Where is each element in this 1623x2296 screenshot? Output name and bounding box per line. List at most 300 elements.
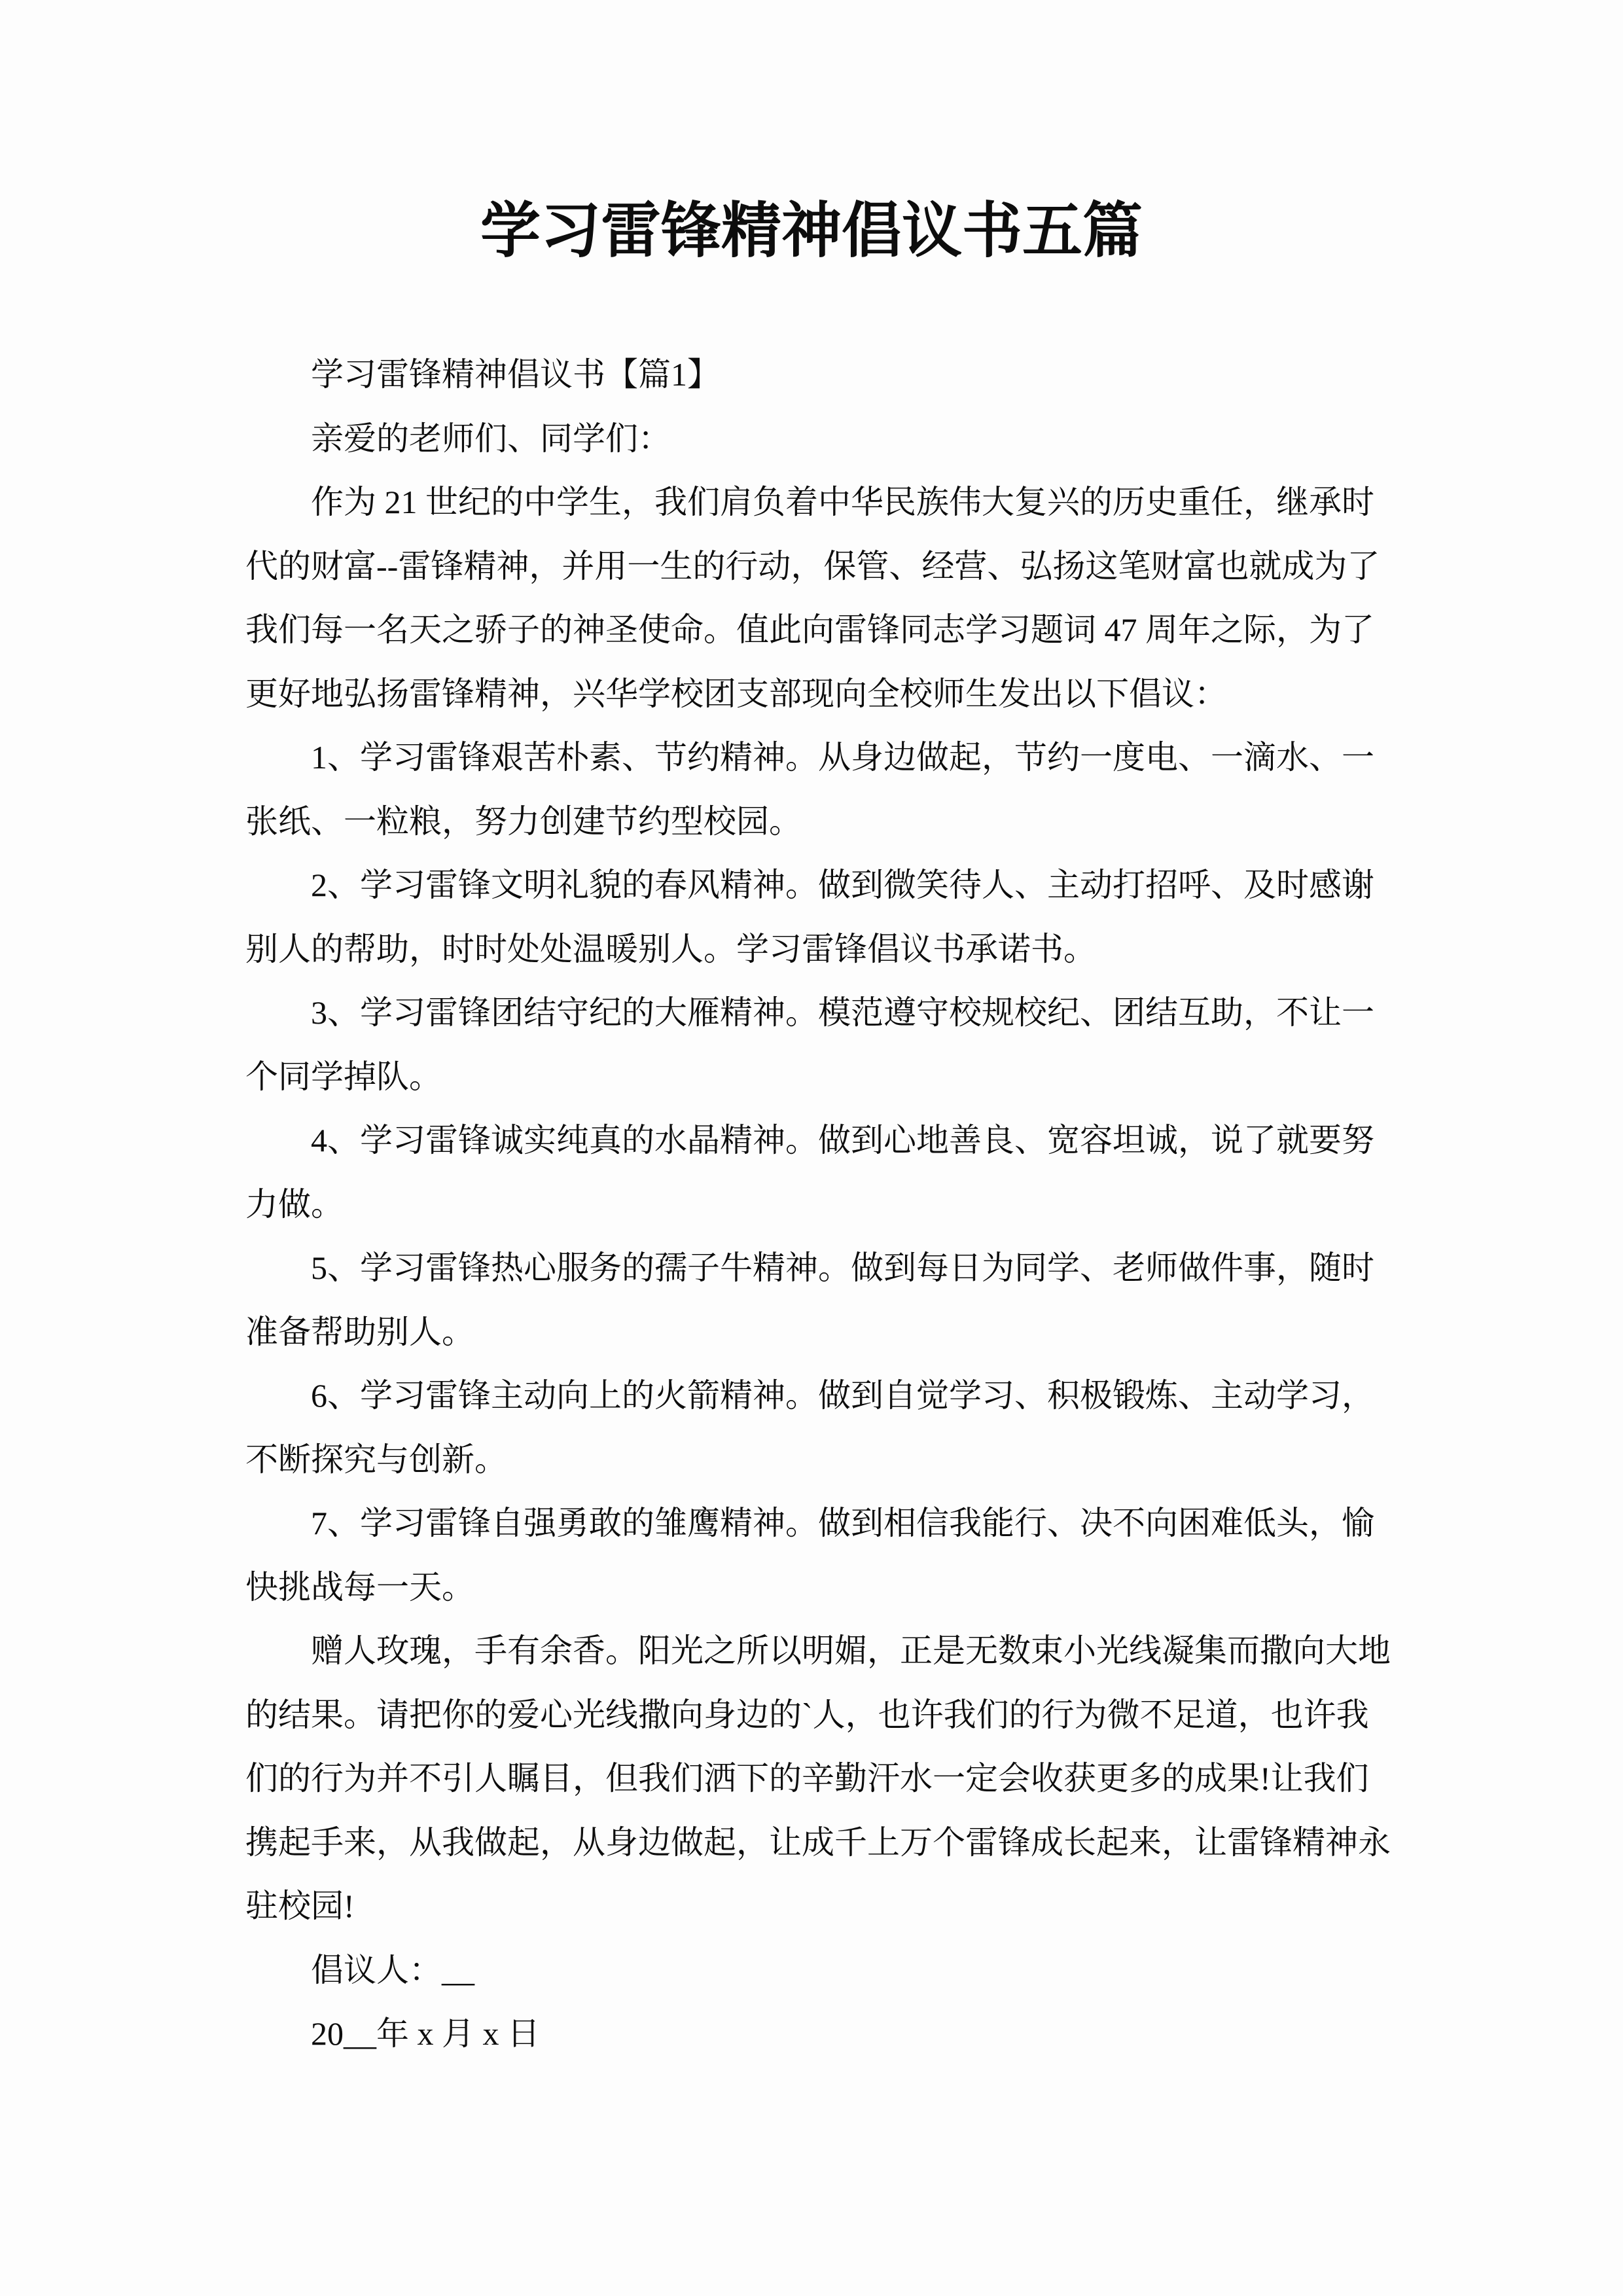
cjk-char: 锋 [431,547,464,584]
cjk-char: 老 [1113,1249,1145,1286]
cjk-char: 张 [245,802,278,840]
cjk-char: 着 [785,484,818,520]
cjk-char: 撒 [1260,1632,1293,1669]
cjk-char: 目 [540,1760,573,1797]
cjk-char: 火 [654,1377,687,1414]
cjk-char: 财 [311,547,344,584]
cjk-char: 锋 [442,675,474,712]
cjk-char: 无 [965,1632,998,1669]
cjk-char: 学 [360,1122,393,1158]
cjk-char: 锋 [661,198,722,264]
cjk-char: 爱 [344,420,376,457]
cjk-char: 。 [785,1122,818,1158]
cjk-char: 议 [900,930,933,967]
cjk-char: 爱 [507,1696,540,1733]
cjk-char: 。 [785,739,818,776]
cjk-char: ， [1243,484,1276,520]
cjk-char: 成 [1281,547,1315,584]
cjk-char: 身 [605,1823,638,1861]
cjk-char: 撒 [638,1696,671,1733]
cjk-char: 光 [671,1632,704,1669]
cjk-char: 做 [1178,1249,1211,1286]
cjk-char: 件 [1211,1249,1243,1286]
cjk-char: 习 [769,930,802,967]
text-line [245,1300,1378,1365]
cjk-char: 了 [1243,1122,1276,1158]
cjk-char: 上 [867,1823,900,1861]
cjk-char: 学 [949,1377,982,1414]
cjk-char: 、 [311,802,344,840]
text-line: 们的行为并不引人瞩目，但我们洒下的辛勤汗水一定会收获更多的成果!让我们 [245,1747,1378,1811]
cjk-char: 校 [949,994,982,1031]
cjk-char: 结 [1145,994,1178,1031]
cjk-char: 笑 [916,867,949,903]
cjk-char: 时 [1276,867,1309,903]
cjk-char: 诚 [491,1122,524,1158]
cjk-char: ， [442,1632,474,1669]
cjk-char: 校 [704,802,736,840]
cjk-char: 规 [982,994,1014,1031]
cjk-char: 以 [1063,675,1096,712]
cjk-char: 束 [1031,1632,1063,1669]
cjk-char: 事 [1243,1249,1276,1286]
cjk-char: 习 [393,1122,425,1158]
document-body [245,343,1391,2066]
cjk-char: 为 [344,484,376,520]
cjk-char: 。 [785,867,818,903]
cjk-char: 管 [856,547,889,584]
cjk-char: 许 [910,1696,944,1733]
cjk-char: 们 [474,420,507,457]
cjk-char: 努 [474,802,507,840]
paragraph [245,1492,1378,1619]
cjk-char: 同 [1014,1249,1047,1286]
cjk-char: 作 [311,484,344,520]
cjk-char: 及 [1243,867,1276,903]
cjk-char: 的 [245,1696,278,1733]
cjk-char: 光 [573,1696,605,1733]
cjk-char: 团 [491,994,524,1031]
cjk-char: 倡 [842,198,902,264]
cjk-char: 圣 [605,611,638,648]
text-line [245,1045,1378,1109]
cjk-char: 做 [278,1185,311,1223]
cjk-char: 长 [1063,1823,1096,1861]
cjk-char: 的 [376,420,409,457]
cjk-char: 与 [376,1441,409,1478]
cjk-char: 线 [1129,1632,1162,1669]
cjk-char: 天 [409,611,442,648]
cjk-char: 校 [900,675,933,712]
cjk-char: 之 [442,611,474,648]
cjk-char: 粒 [376,802,409,840]
cjk-char: 我 [654,484,687,520]
cjk-char: 挑 [278,1568,311,1605]
cjk-char: 支 [736,675,769,712]
cjk-char: 们 [687,484,720,520]
cjk-char: 度 [1113,739,1145,776]
cjk-char: 但 [605,1760,638,1797]
cjk-char: 许 [1303,1696,1336,1733]
cjk-char: 、 [327,1377,360,1414]
cjk-char: 习 [982,1377,1014,1414]
cjk-char: 园 [311,1888,344,1924]
cjk-char: 温 [573,930,605,967]
cjk-char: 、 [327,867,360,903]
cjk-char: 不 [409,1760,442,1797]
cjk-char: 锋 [458,739,491,776]
cjk-char: 更 [245,675,278,712]
cjk-char: 良 [982,1122,1014,1158]
cjk-char: 锋 [867,611,900,648]
cjk-char: ， [409,930,442,967]
cjk-char: 神 [785,1249,818,1286]
cjk-char: 、 [327,739,360,776]
cjk-char: 神 [781,198,842,264]
cjk-char: 雷 [425,1249,458,1286]
cjk-char: 篇 [1082,198,1143,264]
cjk-char: 、 [1080,1249,1113,1286]
cjk-char: 身 [704,1696,736,1733]
cjk-char: 结 [278,1696,311,1733]
cjk-char: 数 [998,1632,1031,1669]
cjk-char: 媚 [834,1632,867,1669]
cjk-char: 起 [507,1823,540,1861]
text-line [245,662,1378,726]
cjk-char: 雷 [1227,1823,1260,1861]
cjk-char: 节 [654,739,687,776]
cjk-char: 到 [851,867,883,903]
cjk-char: 。 [818,1249,851,1286]
cjk-char: 打 [1113,867,1145,903]
cjk-char: 做 [818,1377,851,1414]
cjk-char: 头 [1276,1505,1309,1541]
cjk-char: ， [1162,1823,1194,1861]
cjk-char: 是 [933,1632,965,1669]
cjk-char: 心 [540,1696,573,1733]
cjk-char: 风 [687,867,720,903]
cjk-char: 相 [883,1505,916,1541]
cjk-char: 做 [916,739,949,776]
cjk-char: 起 [949,739,982,776]
cjk-char: 快 [245,1568,278,1605]
cjk-char: 神 [1325,1823,1358,1861]
cjk-char: 雷 [425,739,458,776]
cjk-char: 习 [998,611,1031,648]
cjk-char: 雏 [654,1505,687,1541]
cjk-char: 、 [1178,1377,1211,1414]
cjk-char: 起 [704,1823,736,1861]
cjk-char: 处 [540,930,573,967]
cjk-char: 每 [916,1249,949,1286]
cjk-char: 一 [344,611,376,648]
cjk-char: 坦 [1113,1122,1145,1158]
cjk-char: 、 [1211,867,1243,903]
cjk-char: 万 [900,1823,933,1861]
cjk-char: 待 [949,867,982,903]
cjk-char: 孺 [654,1249,687,1286]
cjk-char: 向 [1145,1505,1178,1541]
text-line: 3、学习雷锋团结守纪的大雁精神。模范遵守校规校纪、团结互助，不让一 [245,981,1378,1045]
cjk-char: 中 [524,484,556,520]
cjk-char: 向 [834,675,867,712]
cjk-char: ： [1194,675,1227,712]
cjk-char: 建 [573,802,605,840]
cjk-char: 让 [769,1823,802,1861]
cjk-char: 我 [638,1760,671,1797]
cjk-char: ， [540,1823,573,1861]
text-line: 我们每一名天之骄子的神圣使命。值此向雷锋同志学习题词 47 周年之际，为了 [245,598,1378,662]
cjk-char: 真 [589,1122,622,1158]
cjk-char: 精 [463,547,497,584]
cjk-char: 习 [1309,1377,1342,1414]
cjk-char: 手 [311,1823,344,1861]
cjk-char: 为 [1074,1696,1107,1733]
cjk-char: 行 [311,1760,344,1797]
cjk-char: 雷 [376,356,409,393]
cjk-char: 也 [1270,1696,1304,1733]
cjk-char: 兴 [1047,484,1080,520]
cjk-char: 出 [1031,675,1063,712]
cjk-char: 别 [376,1313,409,1350]
cjk-char: 身 [851,739,883,776]
cjk-char: 结 [524,994,556,1031]
cjk-char: 阳 [638,1632,671,1669]
cjk-char: 亲 [311,420,344,457]
cjk-char: 做 [818,1122,851,1158]
cjk-char: 、 [987,547,1020,584]
cjk-char: 同 [900,611,933,648]
cjk-char: 的 [622,867,654,903]
cjk-char: 为 [982,1249,1014,1286]
cjk-char: ： [409,1951,442,1988]
cjk-char: 成 [1194,1760,1227,1797]
cjk-char: 学 [736,930,769,967]
cjk-char: 收 [1031,1760,1063,1797]
cjk-char: 五 [1022,198,1083,264]
cjk-char: 来 [1129,1823,1162,1861]
cjk-char: 一 [376,1568,409,1605]
cjk-char: 洒 [704,1760,736,1797]
cjk-char: 我 [1336,1696,1369,1733]
cjk-char: ， [1309,1505,1342,1541]
cjk-char: 。 [474,1441,507,1478]
cjk-char: 动 [1243,1377,1276,1414]
cjk-char: 精 [474,675,507,712]
cjk-char: 华 [851,484,883,520]
cjk-char: 晶 [687,1122,720,1158]
cjk-char: 艰 [491,739,524,776]
cjk-char: 倡 [1129,675,1162,712]
cjk-char: 精 [720,739,753,776]
cjk-char: 要 [1309,1122,1342,1158]
cjk-char: 老 [409,420,442,457]
cjk-char: 了 [1347,547,1380,584]
cjk-char: 志 [933,611,965,648]
cjk-char: 向 [802,611,834,648]
cjk-char: 精 [720,994,753,1031]
paragraph [245,2002,1378,2066]
cjk-char: 说 [1211,1122,1243,1158]
text-line: 倡议人：__ [245,1939,1378,2003]
cjk-char: ， [791,547,824,584]
cjk-char: 正 [900,1632,933,1669]
cjk-char: 历 [1113,484,1145,520]
text-line: 6、学习雷锋主动向上的火箭精神。做到自觉学习、积极锻炼、主动学习， [245,1364,1378,1428]
cjk-char: 年 [376,2015,409,2052]
cjk-char: ， [982,739,1014,776]
cjk-char: 行 [1041,1696,1075,1733]
text-line: 学习雷锋精神倡议书【篇1】 [245,343,1378,407]
cjk-char: 学 [360,1505,393,1541]
cjk-char: 线 [605,1696,638,1733]
cjk-char: 做 [474,1823,507,1861]
cjk-char: 创 [540,802,573,840]
cjk-char: 任 [1211,484,1243,520]
cjk-char: 新 [442,1441,474,1478]
cjk-char: ， [529,547,562,584]
cjk-char: 重 [1178,484,1211,520]
cjk-char: 信 [916,1505,949,1541]
cjk-char: 精 [720,1122,753,1158]
cjk-char: 素 [589,739,622,776]
cjk-char: 节 [1014,739,1047,776]
cjk-char: 微 [883,867,916,903]
cjk-char: 人 [376,1951,409,1988]
cjk-char: 复 [1014,484,1047,520]
cjk-char: 人 [344,1632,376,1669]
cjk-char: 就 [1249,547,1282,584]
cjk-char: 下 [1096,675,1129,712]
cjk-char: 纯 [556,1122,589,1158]
paragraph [245,471,1378,726]
cjk-char: 。 [785,1377,818,1414]
cjk-char: ， [376,1823,409,1861]
cjk-char: 营 [954,547,988,584]
cjk-char: 谢 [1342,867,1374,903]
cjk-char: 行 [725,547,758,584]
cjk-char: 学 [360,867,393,903]
cjk-char: 代 [245,547,278,584]
cjk-char: 习 [344,356,376,393]
cjk-char: 所 [736,1632,769,1669]
cjk-char: 的 [311,930,344,967]
cjk-char: 。 [785,994,818,1031]
cjk-char: 的 [622,994,654,1031]
cjk-char: 子 [507,611,540,648]
text-line: 7、学习雷锋自强勇敢的雏鹰精神。做到相信我能行、决不向困难低头，愉 [245,1492,1378,1556]
cjk-char: 创 [409,1441,442,1478]
cjk-char: 心 [524,1249,556,1286]
cjk-char: 瞩 [507,1760,540,1797]
paragraph [245,1364,1378,1492]
cjk-char: 大 [982,484,1014,520]
cjk-char: 我 [245,611,278,648]
cjk-char: ， [1238,1696,1271,1733]
cjk-char: 我 [943,1696,976,1733]
cjk-char: 并 [562,547,595,584]
text-line: 1、学习雷锋艰苦朴素、节约精神。从身边做起，节约一度电、一滴水、一 [245,726,1378,790]
cjk-char: 的 [491,484,524,520]
cjk-char: 决 [1080,1505,1113,1541]
cjk-char: 的 [1008,1696,1042,1733]
cjk-char: 节 [605,802,638,840]
cjk-char: 名 [376,611,409,648]
cjk-char: 积 [1047,1377,1080,1414]
cjk-char: 为 [1314,547,1347,584]
cjk-char: ， [1342,1377,1374,1414]
cjk-char: 精 [1293,1823,1325,1861]
cjk-char: 的 [1080,484,1113,520]
cjk-char: 宽 [1047,1122,1080,1158]
cjk-char: ， [573,1760,605,1797]
cjk-char: 纸 [278,802,311,840]
cjk-char: 、 [1309,739,1342,776]
cjk-char: 、 [1178,739,1211,776]
cjk-char: 助 [376,930,409,967]
cjk-char: 锋 [458,994,491,1031]
cjk-char: 议 [1162,675,1194,712]
cjk-char: 书 [1031,930,1063,967]
text-line: 20__年 x 月 x 日 [245,2002,1378,2066]
cjk-char: 习 [393,994,425,1031]
cjk-char: 们 [976,1696,1009,1733]
cjk-char: 人 [812,1696,846,1733]
cjk-char: 小 [1063,1632,1096,1669]
cjk-char: 经 [921,547,955,584]
cjk-char: 族 [916,484,949,520]
cjk-char: 守 [916,994,949,1031]
cjk-char: 校 [671,675,704,712]
cjk-char: 极 [1080,1377,1113,1414]
cjk-char: 觉 [916,1377,949,1414]
cjk-char: 师 [1145,1249,1178,1286]
cjk-char: 。 [605,1632,638,1669]
cjk-char: 遵 [883,994,916,1031]
cjk-char: 词 [1063,611,1096,648]
cjk-char: 。 [442,1568,474,1605]
cjk-char: 水 [900,1760,933,1797]
cjk-char: 自 [491,1505,524,1541]
cjk-char: 礼 [556,867,589,903]
cjk-char: 学 [1276,1377,1309,1414]
cjk-char: 中 [818,484,851,520]
cjk-char: 笔 [1118,547,1151,584]
cjk-char: 。 [785,1505,818,1541]
cjk-char: 人 [671,930,704,967]
cjk-char: 明 [524,867,556,903]
cjk-char: 纪 [1047,994,1080,1031]
paragraph [245,981,1378,1109]
cjk-char: 师 [442,420,474,457]
cjk-char: 扬 [376,675,409,712]
cjk-char: 地 [1358,1632,1391,1669]
cjk-char: 守 [556,994,589,1031]
cjk-char: 暖 [605,930,638,967]
cjk-char: 善 [949,1122,982,1158]
cjk-char: 神 [753,739,785,776]
cjk-char: 果 [1227,1760,1260,1797]
cjk-char: 到 [851,1377,883,1414]
cjk-char: 就 [1276,1122,1309,1158]
cjk-char: 处 [507,930,540,967]
cjk-char: 的 [474,1696,507,1733]
cjk-char: 香 [573,1632,605,1669]
text-line: 的结果。请把你的爱心光线撒向身边的`人，也许我们的行为微不足道，也许我 [245,1683,1378,1748]
cjk-char: 上 [589,1377,622,1414]
cjk-char: 纪 [589,994,622,1031]
cjk-char: 书 [962,198,1023,264]
